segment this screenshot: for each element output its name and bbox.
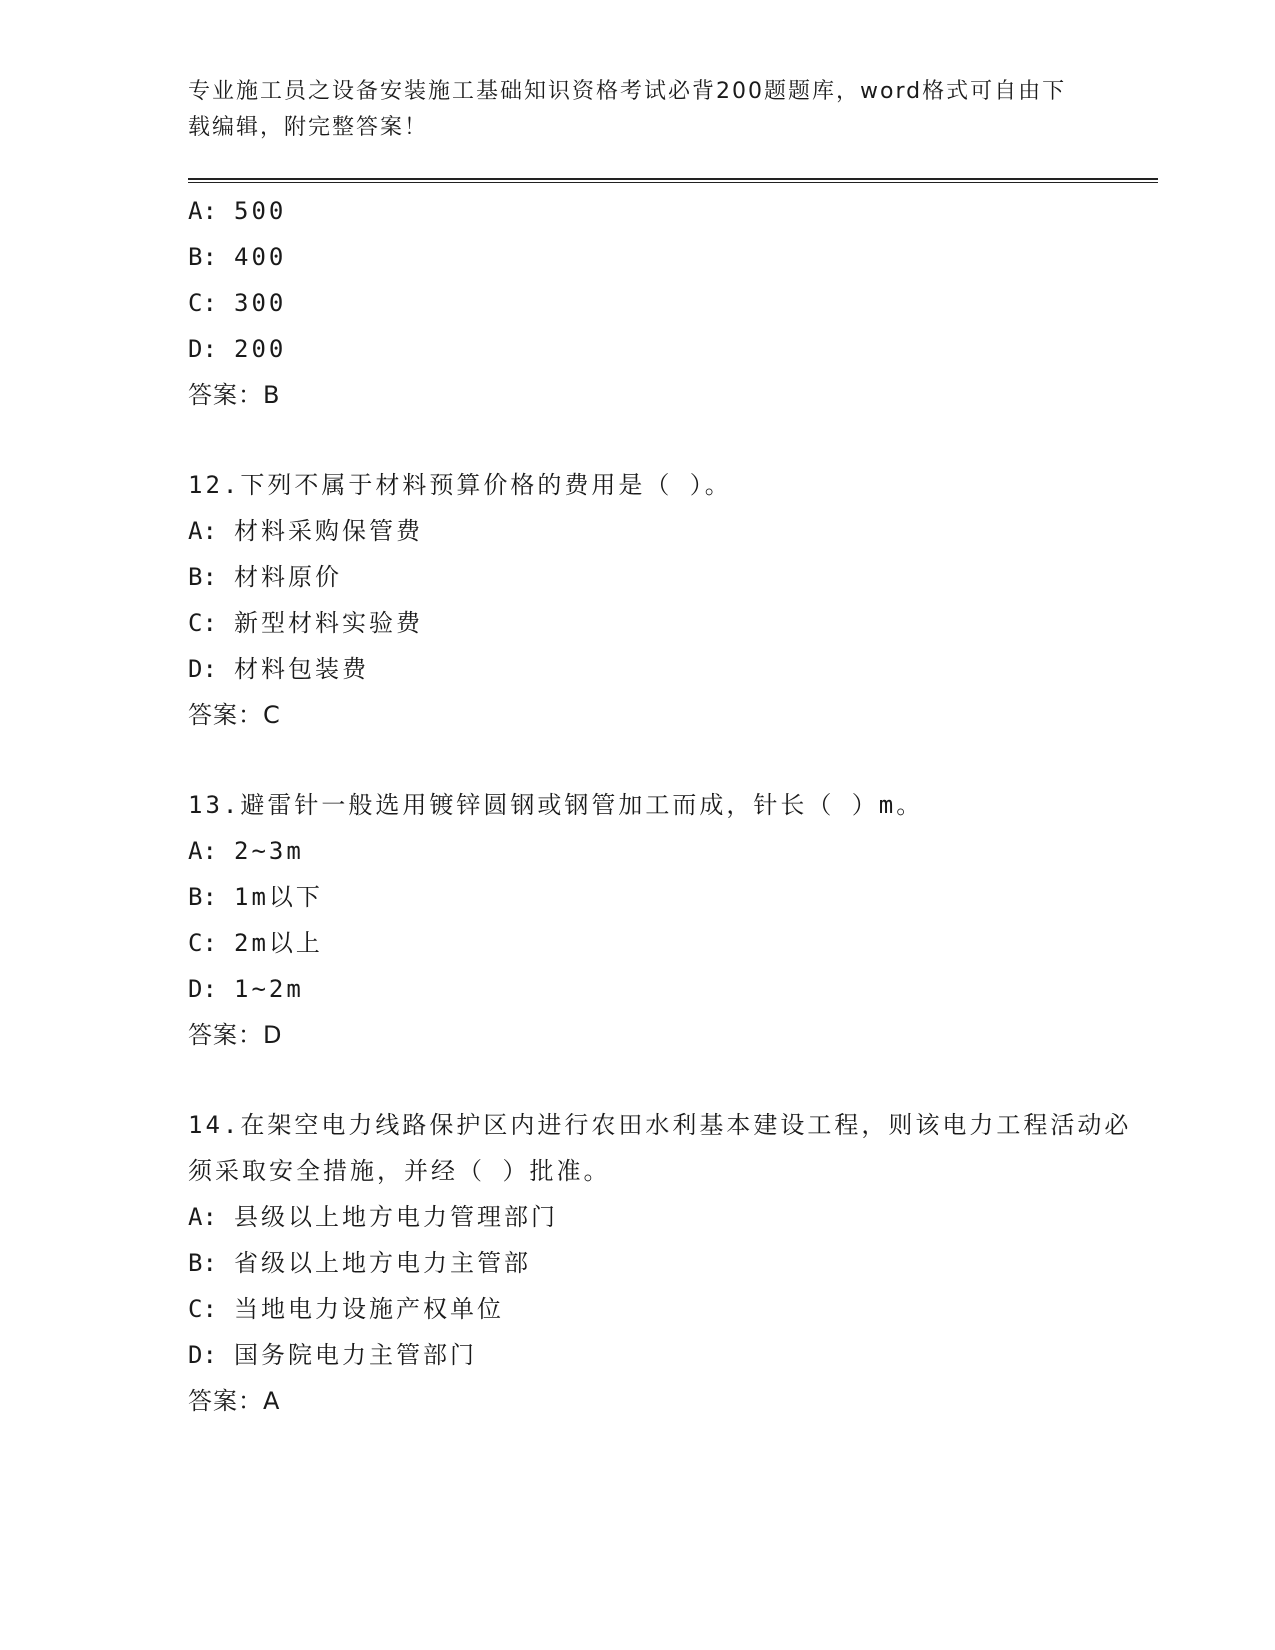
header-title: 专业施工员之设备安装施工基础知识资格考试必背200题题库，word格式可自由下载编辑，附完整答案！ — [188, 79, 1067, 140]
option-b: B: 材料原价 — [188, 563, 342, 591]
option-b: B: 1m以下 — [188, 883, 323, 911]
option-c: C: 2m以上 — [188, 929, 323, 957]
option-d: D: 国务院电力主管部门 — [188, 1341, 477, 1369]
answer: 答案：D — [188, 1021, 283, 1049]
answer: 答案：C — [188, 701, 281, 729]
answer: 答案：A — [188, 1387, 281, 1415]
option-d: D: 1~2m — [188, 975, 304, 1003]
document-header — [188, 74, 1088, 146]
option-d: D: 材料包装费 — [188, 655, 369, 683]
option-a: A: 县级以上地方电力管理部门 — [188, 1203, 558, 1231]
option-c: C: 当地电力设施产权单位 — [188, 1295, 504, 1323]
option-a: A: 材料采购保管费 — [188, 517, 423, 545]
question-11-partial — [188, 188, 1138, 418]
option-a: A: 500 — [188, 197, 287, 225]
question-14 — [188, 1102, 1138, 1424]
question-stem: 14.在架空电力线路保护区内进行农田水利基本建设工程，则该电力工程活动必须采取安全措施，并经（ ）批准。 — [188, 1111, 1132, 1185]
question-12 — [188, 462, 1138, 738]
option-d: D: 200 — [188, 335, 287, 363]
option-a: A: 2~3m — [188, 837, 304, 865]
document-body — [188, 188, 1138, 1424]
answer: 答案：B — [188, 381, 281, 409]
question-stem: 13.避雷针一般选用镀锌圆钢或钢管加工而成，针长（ ）m。 — [188, 791, 924, 819]
header-divider — [188, 178, 1158, 183]
option-c: C: 新型材料实验费 — [188, 609, 423, 637]
option-c: C: 300 — [188, 289, 287, 317]
question-13 — [188, 782, 1138, 1058]
option-b: B: 省级以上地方电力主管部 — [188, 1249, 531, 1277]
option-b: B: 400 — [188, 243, 287, 271]
question-stem: 12.下列不属于材料预算价格的费用是（ ）。 — [188, 471, 732, 499]
